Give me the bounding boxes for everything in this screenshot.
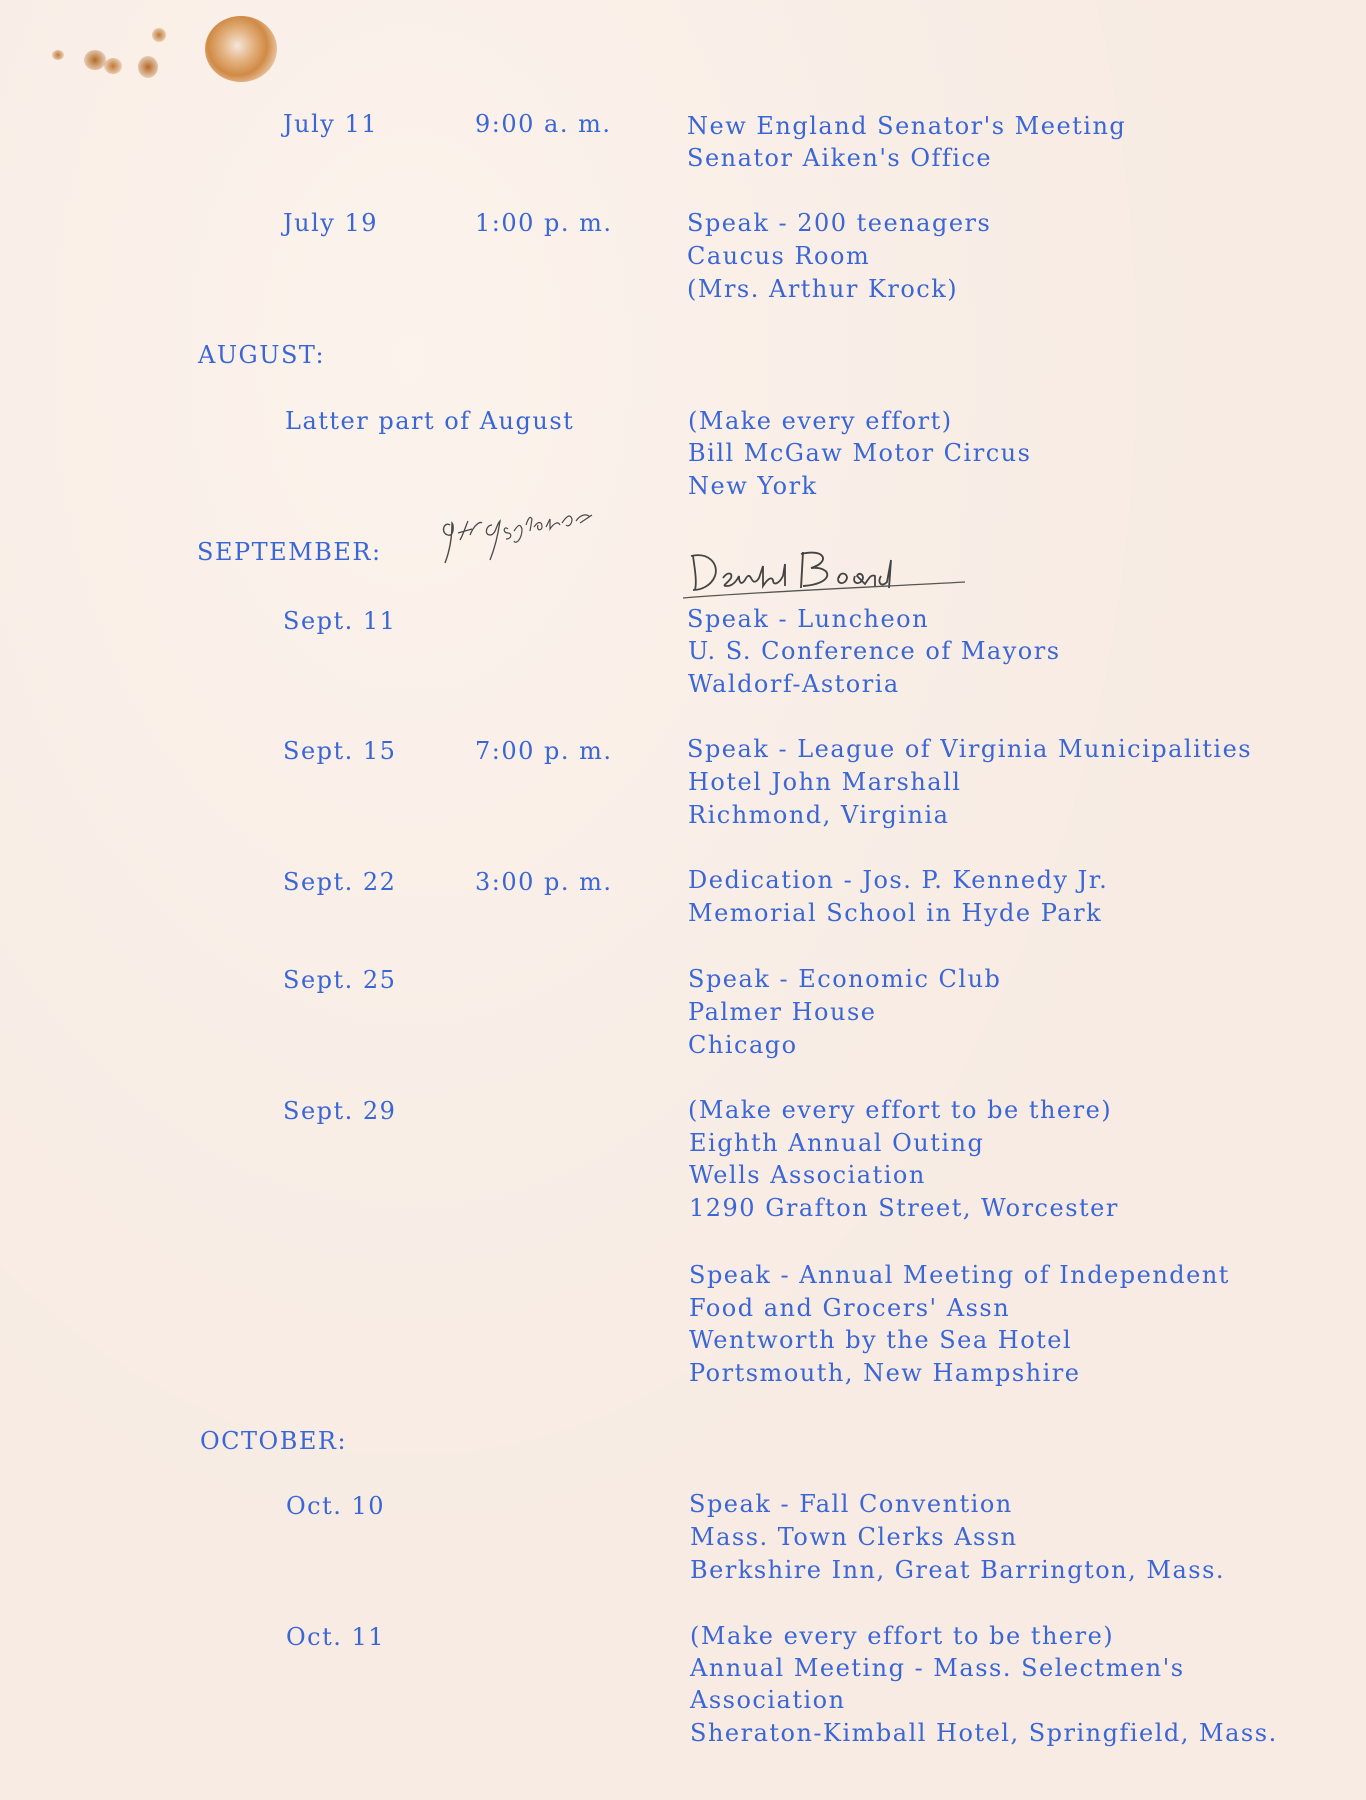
entry-time: 7:00 p. m.: [475, 737, 613, 765]
entry-line: Speak - 200 teenagers: [687, 209, 992, 237]
entry-date: Sept. 11: [283, 607, 397, 635]
entry-date: Latter part of August: [285, 407, 575, 435]
entry-line: New York: [688, 472, 818, 500]
month-heading: AUGUST:: [198, 341, 326, 369]
entry-line: (Make every effort to be there): [688, 1096, 1113, 1124]
entry-line: Berkshire Inn, Great Barrington, Mass.: [690, 1556, 1226, 1584]
handwritten-note-september: [430, 495, 610, 585]
entry-date: Sept. 15: [283, 737, 397, 765]
burn-mark-small-3: [104, 58, 122, 74]
entry-line: Richmond, Virginia: [688, 801, 950, 829]
entry-line: Annual Meeting - Mass. Selectmen's: [690, 1654, 1185, 1682]
entry-line: Chicago: [688, 1031, 798, 1059]
month-heading: OCTOBER:: [200, 1427, 348, 1455]
burn-mark-large: [205, 16, 277, 82]
burn-mark-small-1: [52, 50, 64, 60]
entry-line: (Mrs. Arthur Krock): [687, 275, 959, 303]
entry-line: Speak - League of Virginia Municipalities: [687, 735, 1253, 763]
burn-mark-small-5: [152, 28, 166, 42]
entry-date: Sept. 22: [283, 868, 397, 896]
entry-line: Wentworth by the Sea Hotel: [689, 1326, 1073, 1354]
entry-line: Wells Association: [689, 1161, 926, 1189]
entry-line: Speak - Fall Convention: [689, 1490, 1013, 1518]
entry-line: Caucus Room: [687, 242, 871, 270]
entry-date: Sept. 29: [283, 1097, 397, 1125]
entry-line: Association: [690, 1686, 846, 1714]
entry-date: July 19: [283, 209, 378, 237]
entry-line: Hotel John Marshall: [688, 768, 962, 796]
entry-time: 3:00 p. m.: [475, 868, 613, 896]
entry-line: Waldorf-Astoria: [688, 670, 900, 698]
entry-line: Memorial School in Hyde Park: [688, 899, 1103, 927]
entry-date: Oct. 10: [286, 1492, 386, 1520]
entry-time: 9:00 a. m.: [475, 110, 612, 138]
entry-time: 1:00 p. m.: [475, 209, 613, 237]
entry-line: Eighth Annual Outing: [689, 1129, 985, 1157]
entry-date: July 11: [283, 110, 378, 138]
handwritten-note-dental-board: [675, 530, 975, 610]
entry-line: New England Senator's Meeting: [687, 112, 1127, 140]
entry-line: Palmer House: [688, 998, 877, 1026]
burn-mark-small-4: [138, 56, 158, 78]
entry-line: Mass. Town Clerks Assn: [690, 1523, 1018, 1551]
entry-line: 1290 Grafton Street, Worcester: [689, 1194, 1119, 1222]
entry-date: Sept. 25: [283, 966, 397, 994]
entry-line: U. S. Conference of Mayors: [688, 637, 1061, 665]
entry-line: Bill McGaw Motor Circus: [688, 439, 1032, 467]
entry-line: Sheraton-Kimball Hotel, Springfield, Mass.: [690, 1719, 1278, 1747]
month-heading: SEPTEMBER:: [197, 538, 382, 566]
entry-line: Food and Grocers' Assn: [689, 1294, 1011, 1322]
entry-line: Portsmouth, New Hampshire: [689, 1359, 1081, 1387]
entry-date: Oct. 11: [286, 1623, 386, 1651]
entry-line: Senator Aiken's Office: [687, 144, 993, 172]
entry-line: Speak - Luncheon: [687, 605, 930, 633]
burn-mark-small-2: [84, 50, 106, 70]
entry-line: Speak - Annual Meeting of Independent: [689, 1261, 1230, 1289]
entry-line: (Make every effort to be there): [690, 1622, 1115, 1650]
entry-line: Dedication - Jos. P. Kennedy Jr.: [688, 866, 1109, 894]
entry-line: (Make every effort): [688, 407, 953, 435]
entry-line: Speak - Economic Club: [688, 965, 1002, 993]
